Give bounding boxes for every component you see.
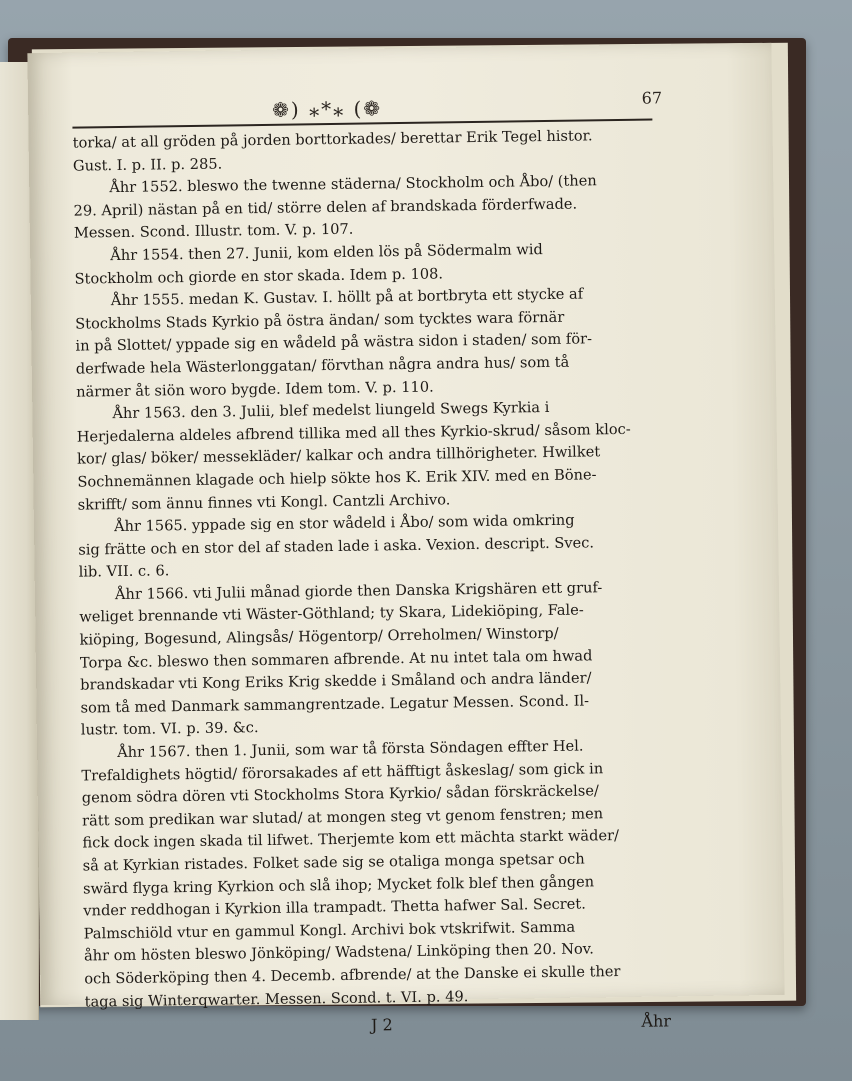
text-line: Åhr 1563. den 3. Julii, blef medelst liungeld Swegs Kyrkia i	[112, 399, 550, 423]
text-line: närmer åt siön woro bygde. Idem tom. V. p. 110.	[76, 378, 434, 401]
text-line: och Söderköping then 4. Decemb. afbrende/ at the Danske ei skulle ther	[84, 963, 621, 988]
text-line: Åhr 1555. medan K. Gustav. I. höllt på at bortbryta ett stycke af	[110, 285, 584, 310]
text-line: in på Slottet/ yppade sig en wådeld på wästra sidon i staden/ som för-	[75, 330, 593, 355]
text-line: fick dock ingen skada til lifwet. Therjemte kom ett mächta starkt wäder/	[82, 827, 620, 852]
text-line: sig frätte och en stor del af staden lade i aska. Vexion. descript. Svec.	[78, 534, 595, 559]
text-line: Åhr 1554. then 27. Junii, kom elden lös på Södermalm wid	[110, 241, 543, 265]
text-line: Stockholm och giorde en stor skada. Idem p. 108.	[74, 265, 444, 288]
text-line: rätt som predikan war slutad/ at mongen steg vt genom fenstren; men	[81, 805, 604, 830]
text-line: Gust. I. p. II. p. 285.	[72, 155, 223, 175]
text-line: 29. April) nästan på en tid/ större delen af brandskada förderfwade.	[73, 195, 578, 220]
text-line: Åhr 1566. vti Julii månad giorde then Danska Krigshären ett gruf-	[114, 579, 603, 603]
text-line: skrifft/ som ännu finnes vti Kongl. Cantzli Archivo.	[77, 490, 451, 514]
text-line: Sochnemännen klagade och hielp sökte hos K. Erik XIV. med en Böne-	[77, 466, 597, 491]
book-page	[27, 43, 784, 1035]
text-line: Åhr 1552. bleswo the twenne städerna/ Stockholm och Åbo/ (then	[109, 172, 597, 197]
catchword: Åhr	[641, 1011, 672, 1031]
text-line: som tå med Danmark sammangrentzade. Legatur Messen. Scond. Il-	[80, 692, 590, 717]
text-line: kiöping, Bogesund, Alingsås/ Högentorp/ Orreholmen/ Winstorp/	[79, 624, 559, 649]
text-line: Herjedalerna aldeles afbrend tillika med all thes Kyrkio-skrud/ såsom kloc-	[76, 420, 631, 446]
text-line: Åhr 1565. yppade sig en stor wådeld i Åbo/ som wida omkring	[113, 511, 575, 536]
text-line: torka/ at all gröden på jorden borttorkades/ berettar Erik Tegel histor.	[72, 127, 593, 152]
header-ornament: ❁) ⁎*⁎ (❁	[272, 96, 383, 122]
page-content	[72, 88, 672, 1048]
text-line: weliget brennande vti Wäster-Göthland; ty Skara, Lidekiöping, Fale-	[79, 601, 584, 627]
text-line: Stockholms Stads Kyrkio på östra ändan/ som tycktes wara förnär	[75, 308, 565, 333]
body-text	[73, 125, 665, 1014]
text-line: Åhr 1567. then 1. Junii, som war tå första Söndagen effter Hel.	[117, 737, 584, 762]
text-line: brandskadar vti Kong Eriks Krig skedde i Småland och andra länder/	[80, 669, 592, 694]
text-line: Torpa &c. bleswo then sommaren afbrende. At nu intet tala om hwad	[79, 647, 593, 672]
signature-mark: J 2	[370, 1015, 393, 1035]
text-line: swärd flyga kring Kyrkion och slå ihop; Mycket folk blef then gången	[82, 873, 595, 898]
text-line: lib. VII. c. 6.	[78, 562, 170, 581]
text-line: genom södra dören vti Stockholms Stora Kyrkio/ sådan förskräckelse/	[81, 782, 599, 807]
text-line: Trefaldighets högtid/ förorsakades af ett häfftigt åskeslag/ som gick in	[81, 759, 604, 785]
text-line: lustr. tom. VI. p. 39. &c.	[80, 719, 259, 739]
text-line: Messen. Scond. Illustr. tom. V. p. 107.	[73, 221, 354, 242]
page-number: 67	[641, 88, 663, 108]
text-line: så at Kyrkian ristades. Folket sade sig se otaliga monga spetsar och	[82, 850, 585, 875]
text-line: Palmschiöld vtur en gammul Kongl. Archivi bok vtskrifwit. Samma	[83, 918, 576, 943]
text-line: kor/ glas/ böker/ messekläder/ kalkar och andra tillhörigheter. Hwilket	[76, 443, 601, 468]
text-line: åhr om hösten bleswo Jönköping/ Wadstena/ Linköping then 20. Nov.	[83, 940, 594, 965]
text-line: derfwade hela Wästerlonggatan/ förvthan några andra hus/ som tå	[75, 353, 570, 378]
text-line: taga sig Winterqwarter. Messen. Scond. t. VI. p. 49.	[84, 987, 469, 1011]
text-line: vnder reddhogan i Kyrkion illa trampadt. Thetta hafwer Sal. Secret.	[83, 895, 586, 920]
